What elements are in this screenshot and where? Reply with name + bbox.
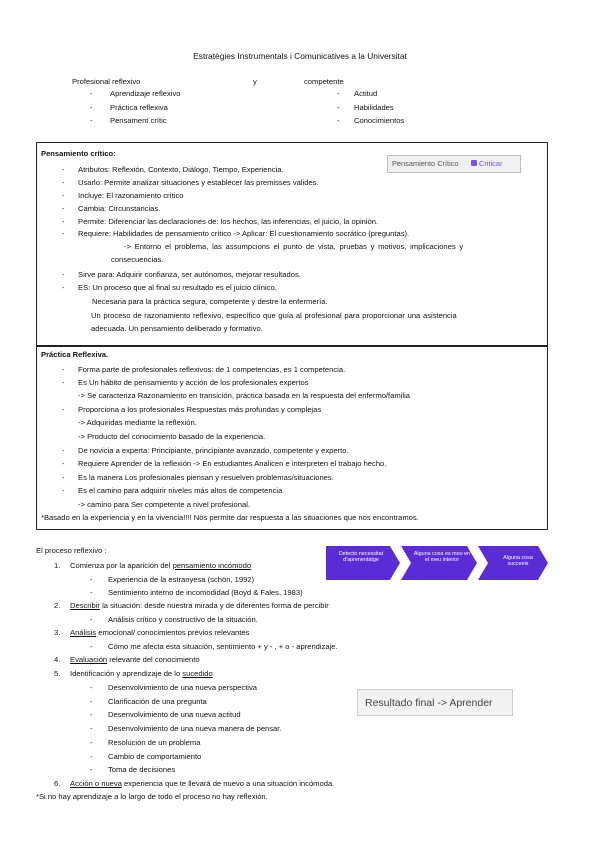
- step-sub: Desenvolvimiento de una nueva manera de pensar.: [108, 724, 282, 733]
- header-right-item: Conocimientos: [354, 116, 405, 125]
- header-right-item: Habilidades: [354, 103, 394, 112]
- practica-footnote: *Basado en la experiencia y en la vivencia!!!! Nos permite dar respuesta a las situaciones que nos encontramos.: [41, 513, 419, 522]
- pensamiento-critico-button-label: Pensamiento Crítico: [392, 159, 459, 168]
- chevron-step-1-label: Detecto necessitat d'aprenentatge: [338, 551, 384, 564]
- step-number: 1.: [54, 561, 61, 570]
- practica-line: Forma parte de profesionales reflexivos: de 1 competencias, es 1 competencia.: [78, 365, 346, 374]
- step-text: Acción o nueva experiencia que te llevará de nuevo a una situación incómoda.: [70, 779, 335, 788]
- step-sub: Cómo me afecta esta situación, sentimiento + y - , + o - aprendizaje.: [108, 642, 338, 651]
- practica-line: De novicia a experta: Principiante, principiante avanzado, competente y experto.: [78, 446, 349, 455]
- header-left-heading: Profesional reflexivo: [72, 77, 141, 86]
- practica-line: Es la manera Los profesionales piensan y resuelven problemas/situaciones.: [78, 473, 334, 482]
- step-number: 6.: [54, 779, 61, 788]
- practica-line: -> Adquiridas mediante la reflexión.: [78, 418, 197, 427]
- step-sub: Resolución de un problema: [108, 738, 201, 747]
- requiere-continuation: -> Entorno el problema, las assumpcions el punto de vista, pruebas y motivos, implicaciones y: [124, 242, 464, 251]
- proceso-heading: El proceso reflexivo :: [36, 546, 107, 555]
- pensamiento-item: Atributos: Reflexión, Contexto, Diálogo, Tiempo, Experiencia.: [78, 165, 284, 174]
- proceso-footnote: *Si no hay aprendizaje a lo largo de todo el proceso no hay reflexión.: [36, 792, 268, 801]
- step-sub: Clarificación de una pregunta: [108, 697, 207, 706]
- pensamiento-item: Incluye: El razonamiento crítico: [78, 191, 184, 200]
- step-sub: Desenvolvimiento de una nueva perspectiva: [108, 683, 258, 692]
- es-continuation: adecuada. Un pensamiento deliberado y formativo.: [91, 324, 263, 333]
- pensamiento-item: Cambia: Circunstancias.: [78, 204, 161, 213]
- pensamiento-item: Sirve para: Adquirir confianza, ser autónomos, mejorar resultados.: [78, 270, 301, 279]
- pensamiento-item: Permite: Diferenciar las declaraciones de: los hechos, las inferencias, el juicio, la opinión.: [78, 217, 379, 226]
- practica-line: Proporciona a los profesionales Respuestas más profundas y complejas: [78, 405, 322, 414]
- header-middle: y: [253, 77, 257, 86]
- header-left-item: Aprendizaje reflexivo: [110, 89, 181, 98]
- step-number: 2.: [54, 601, 61, 610]
- step-sub: Cambio de comportamiento: [108, 752, 202, 761]
- header-left-item: Práctica reflexiva: [110, 103, 168, 112]
- practica-line: Requiere Aprender de la reflexión -> En estudiantes Analicen e interpreten el trabajo hecho.: [78, 459, 387, 468]
- header-right-heading: competente: [304, 77, 344, 86]
- header-right-item: Actitud: [354, 89, 378, 98]
- step-sub: Sentimiento interno de incomodidad (Boyd & Fales, 1983): [108, 588, 303, 597]
- step-text: Comienza por la aparición del pensamiento incómodo: [70, 561, 252, 570]
- chevron-step-3-label: Alguna cosa succeeix: [503, 555, 533, 568]
- practica-line: -> Se caracteriza Razonamiento en transición, práctica basada en la respuesta del enfermo/familia: [78, 391, 410, 400]
- step-text: Evaluación relevante del conocimiento: [70, 655, 200, 664]
- pensamiento-item: ES: Un proceso que al final su resultado es el juicio clínico.: [78, 283, 277, 292]
- step-number: 3.: [54, 628, 61, 637]
- chevron-step-2-label: Alguna cosa es mou en el meu interior: [413, 551, 471, 564]
- step-sub: Experiencia de la estranyesa (schön, 1992): [108, 575, 255, 584]
- pensamiento-critico-button[interactable]: [387, 155, 521, 173]
- step-text: Describir la situación: desde nuestra mirada y de diferentes forma de percibir: [70, 601, 329, 610]
- practica-heading: Práctica Reflexiva.: [41, 350, 109, 359]
- tag-icon: [471, 160, 477, 166]
- es-continuation: Un proceso de razonamiento reflexivo, específico que guía al profesional para proporcionar una asistencia: [91, 311, 457, 320]
- step-sub: Análisis crítico y constructivo de la situación.: [108, 615, 258, 624]
- practica-line: Es Un hábito de pensamiento y acción de los profesionales expertos: [78, 378, 309, 387]
- step-sub: Desenvolvimiento de una nueva actitud: [108, 710, 241, 719]
- document-title: Estratègies Instrumentals i Comunicatives a la Universitat: [193, 51, 407, 61]
- header-left-item: Pensament crític: [110, 116, 167, 125]
- practica-line: Es el camino para adquirir niveles más altos de competencia: [78, 486, 283, 495]
- step-number: 4.: [54, 655, 61, 664]
- requiere-continuation: consecuencias.: [111, 255, 164, 264]
- criticar-label: Criticar: [479, 159, 503, 168]
- step-text: Identificación y aprendizaje de lo sucedido: [70, 669, 213, 678]
- resultado-final-box: Resultado final -> Aprender: [357, 689, 513, 716]
- pensamiento-heading: Pensamiento crítico:: [41, 149, 116, 158]
- pensamiento-item: Usarlo: Permite analizar situaciones y establecer las premisses valides.: [78, 178, 319, 187]
- practica-line: -> Producto del conocimiento basado de la experiencia.: [78, 432, 266, 441]
- es-continuation: Necesaria para la práctica segura, competente y destre la enfermería.: [92, 297, 328, 306]
- step-text: Análisis emocional/ conocimientos previos relevantes: [70, 628, 250, 637]
- step-sub: Toma de decisiones: [108, 765, 176, 774]
- practica-line: -> camino para Ser competente a nivel profesional.: [78, 500, 251, 509]
- pensamiento-item: Requiere: Habilidades de pensamiento crítico -> Aplicar: El cuestionamiento socrático (preguntas).: [78, 229, 410, 238]
- step-number: 5.: [54, 669, 61, 678]
